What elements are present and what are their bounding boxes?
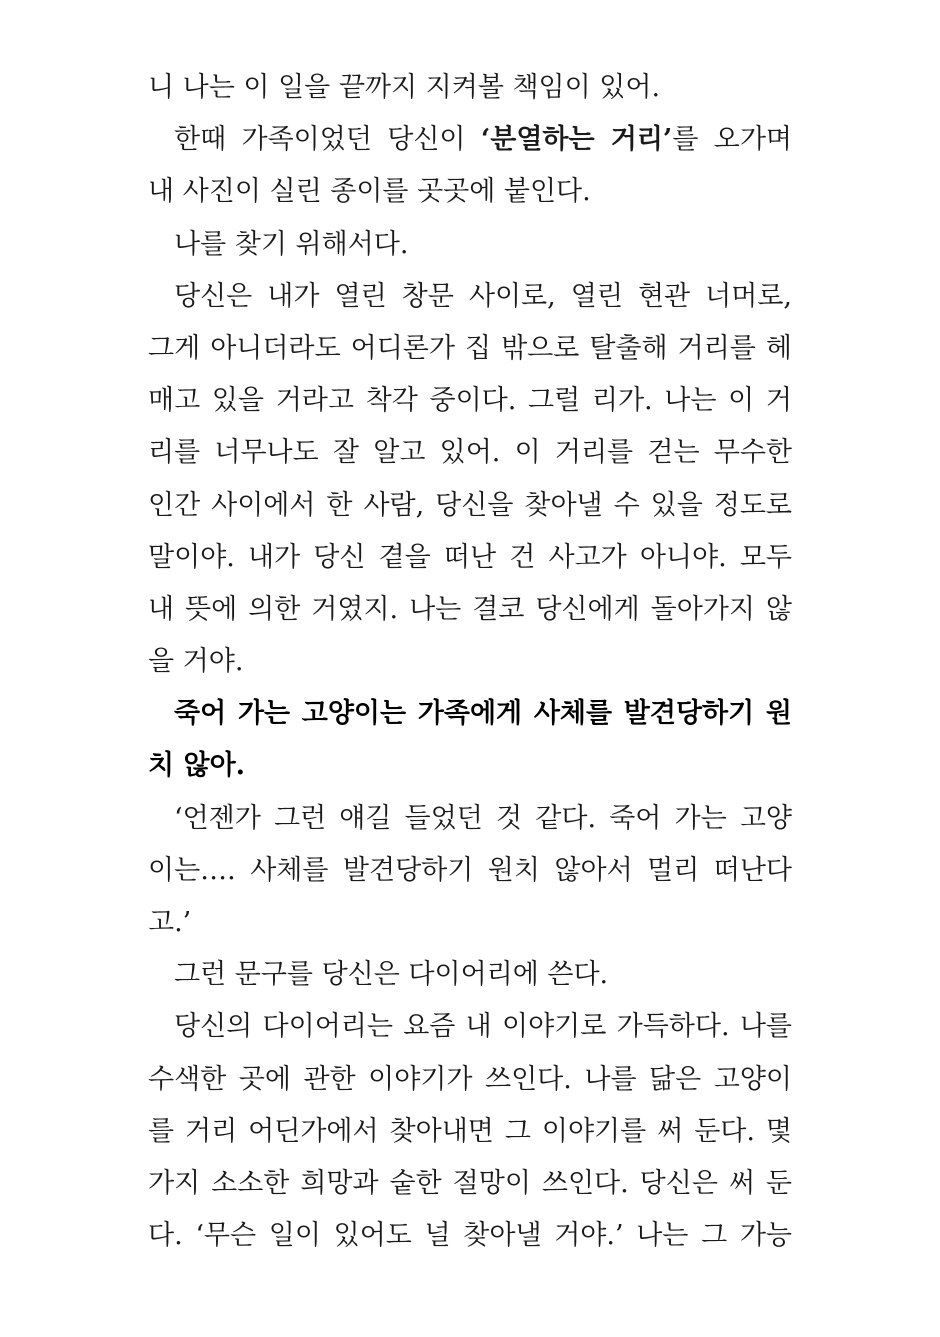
paragraph (148, 1001, 792, 1262)
text-segment: 를 오가며 (672, 124, 792, 156)
text-line: 내 사진이 실린 종이를 곳곳에 붙인다. (148, 176, 591, 208)
paragraph (148, 219, 792, 271)
paragraph (148, 62, 792, 114)
text-line: 수색한 곳에 관한 이야기가 쓰인다. 나를 닮은 고양이 (148, 1063, 792, 1095)
text-line: 그게 아니더라도 어디론가 집 밖으로 탈출해 거리를 헤 (148, 332, 792, 364)
text-line: ‘언젠가 그런 얘길 들었던 것 같다. 죽어 가는 고양 (174, 802, 792, 834)
text-line: 를 거리 어딘가에서 찾아내면 그 이야기를 써 둔다. 몇 (148, 1115, 792, 1147)
text-line (148, 114, 792, 166)
text-line: 리를 너무나도 잘 알고 있어. 이 거리를 걷는 무수한 (148, 437, 792, 469)
text-line: 고.’ (148, 907, 192, 938)
emphasized-phrase: ‘분열하는 거리’ (480, 124, 673, 156)
text-line: 당신의 다이어리는 요즘 내 이야기로 가득하다. 나를 (174, 1011, 792, 1043)
text-line: 니 나는 이 일을 끝까지 지켜볼 책임이 있어. (148, 72, 661, 103)
paragraph (148, 793, 792, 950)
text-line: 가지 소소한 희망과 숱한 절망이 쓰인다. 당신은 써 둔 (148, 1167, 792, 1199)
paragraph (148, 271, 792, 689)
text-line: 치 않아. (148, 750, 246, 782)
text-line: 을 거야. (148, 646, 244, 678)
text-line: 그런 문구를 당신은 다이어리에 쓴다. (174, 959, 609, 991)
text-line: 이는…. 사체를 발견당하기 원치 않아서 멀리 떠난다 (148, 854, 792, 886)
text-line: 다. ‘무슨 일이 있어도 널 찾아낼 거야.’ 나는 그 가능 (148, 1220, 792, 1252)
text-line: 내 뜻에 의한 거였지. 나는 결코 당신에게 돌아가지 않 (148, 593, 792, 625)
text-line: 매고 있을 거라고 착각 중이다. 그럴 리가. 나는 이 거 (148, 385, 792, 417)
text-line: 죽어 가는 고양이는 가족에게 사체를 발견당하기 원 (174, 698, 792, 730)
paragraph (148, 114, 792, 218)
text-line: 나를 찾기 위해서다. (174, 228, 409, 260)
document-page (148, 62, 792, 1262)
text-line: 인간 사이에서 한 사람, 당신을 찾아낼 수 있을 정도로 (148, 489, 792, 521)
paragraph (148, 688, 792, 792)
text-line: 당신은 내가 열린 창문 사이로, 열린 현관 너머로, (174, 280, 792, 312)
text-segment: 한때 가족이었던 당신이 (174, 124, 481, 156)
text-line: 말이야. 내가 당신 곁을 떠난 건 사고가 아니야. 모두 (148, 541, 792, 573)
paragraph (148, 949, 792, 1001)
